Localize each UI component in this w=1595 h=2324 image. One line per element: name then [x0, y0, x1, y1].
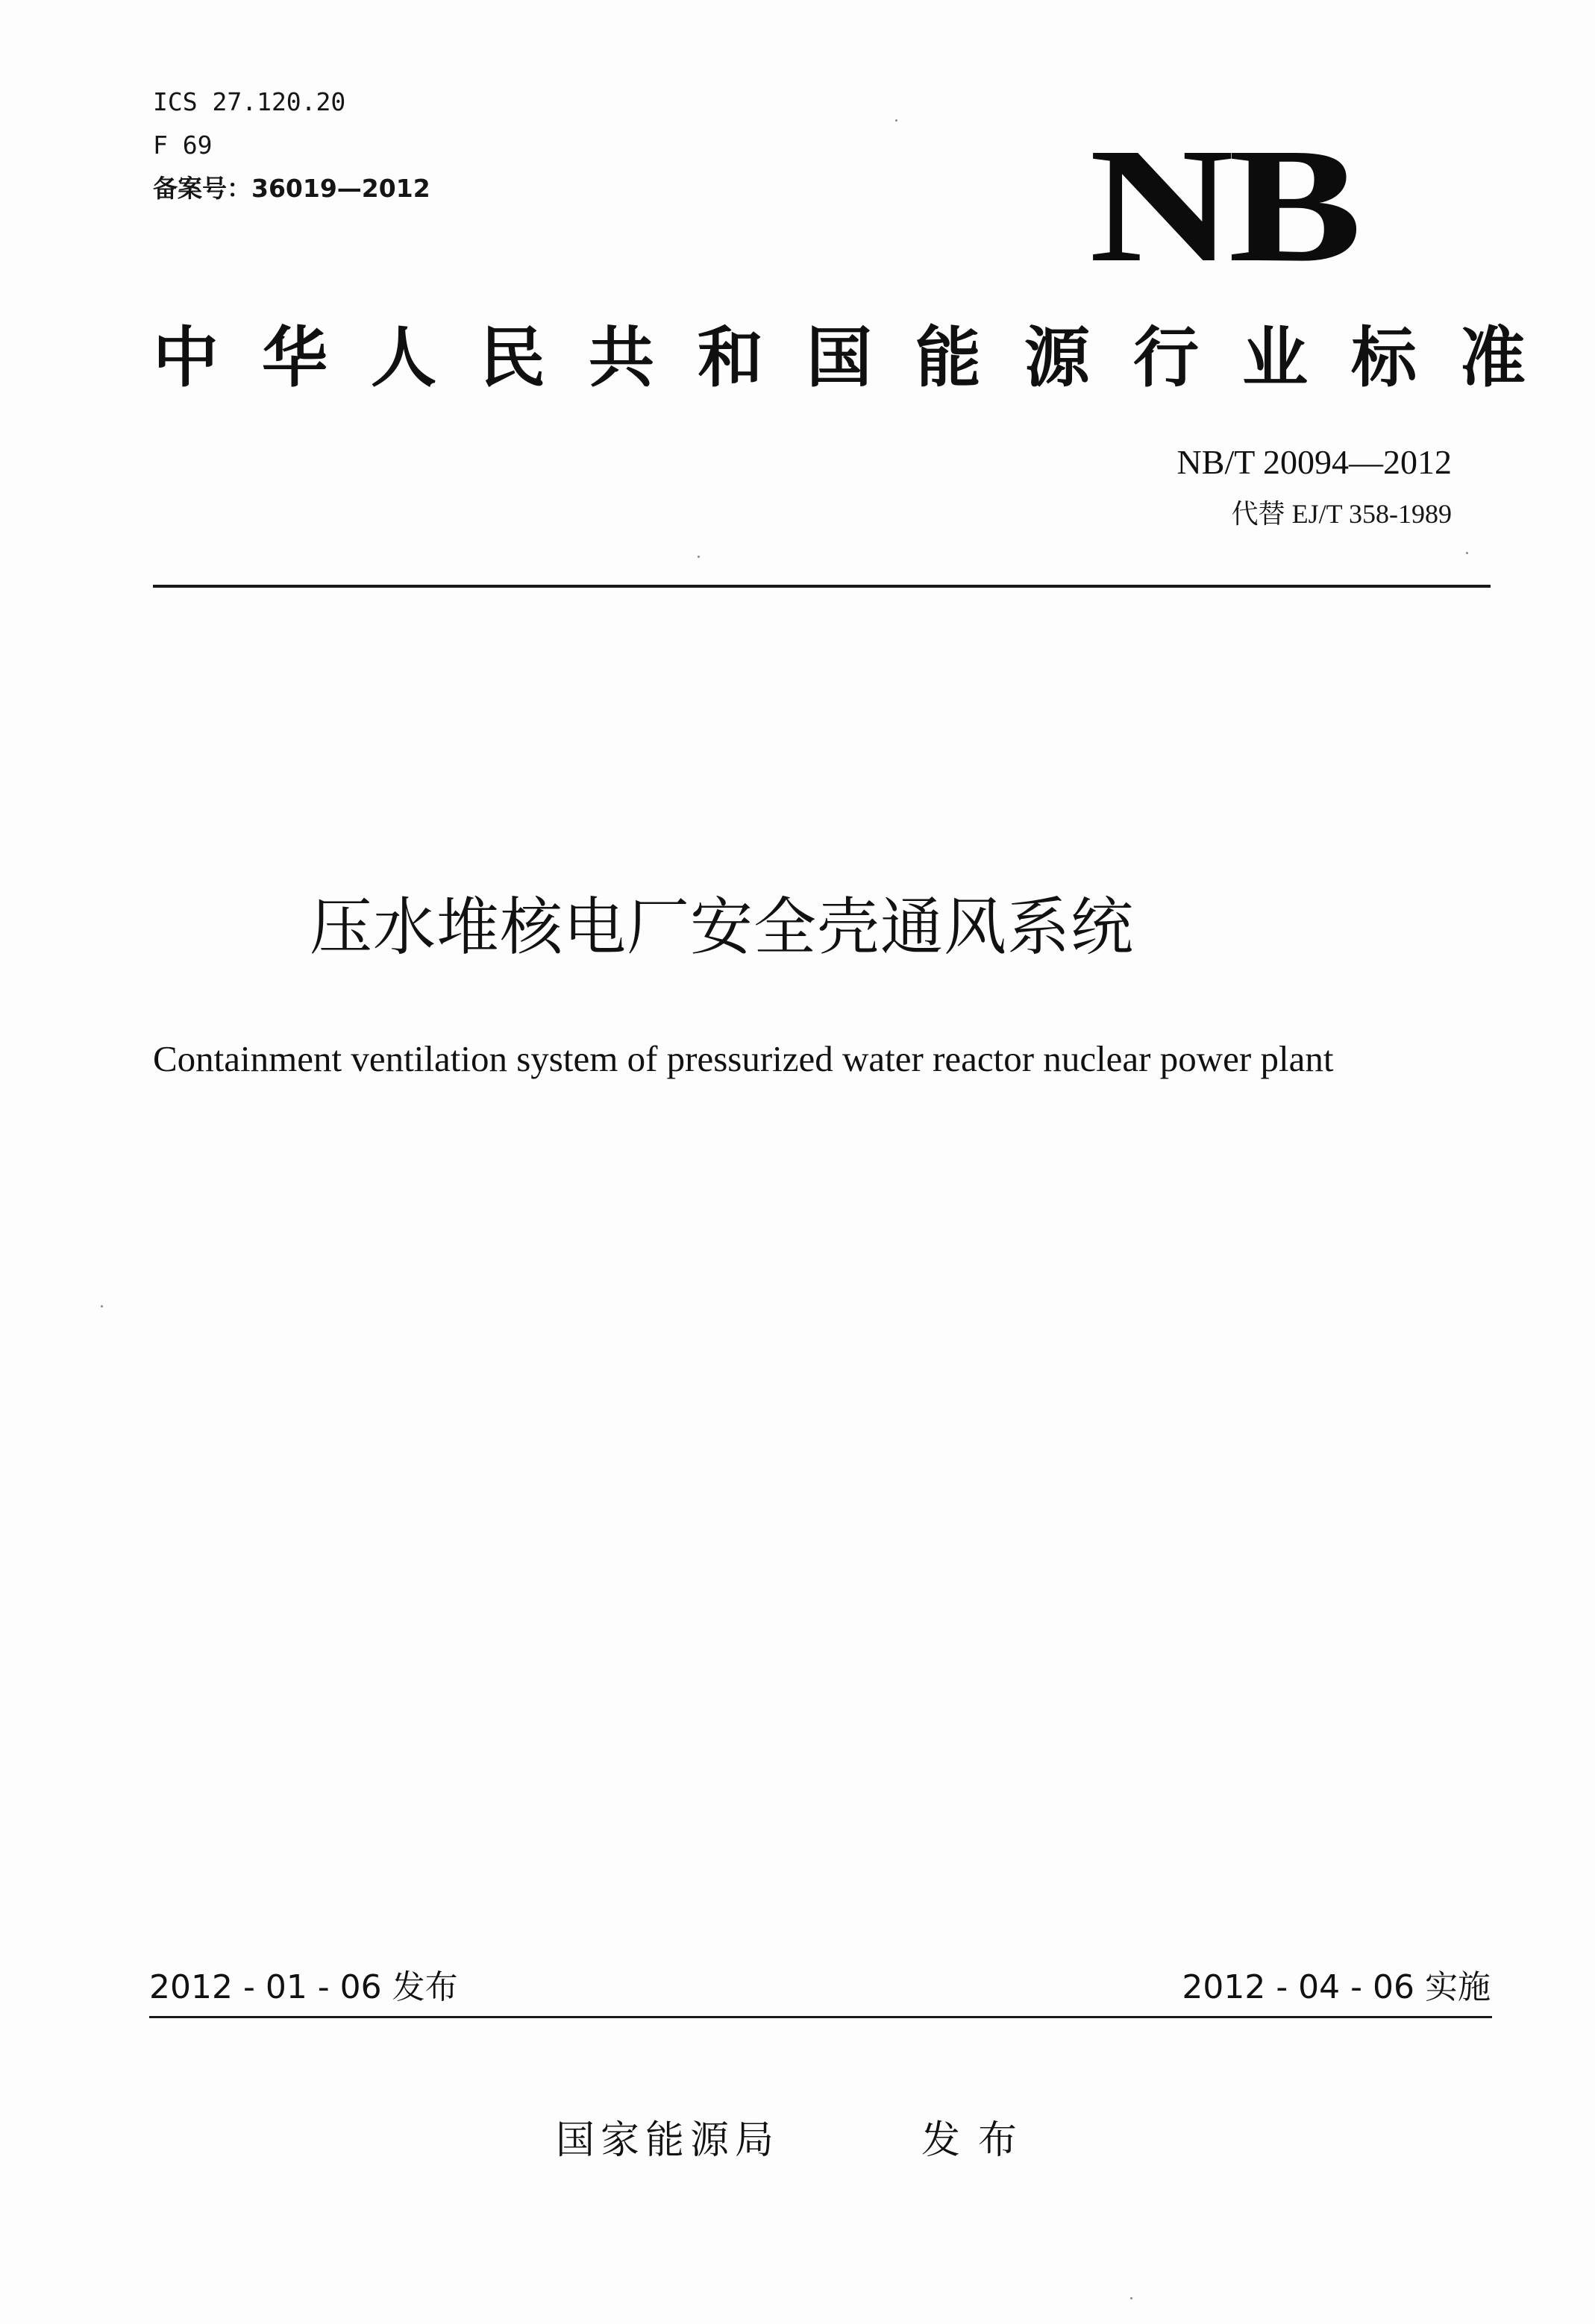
bottom-divider [149, 2016, 1492, 2018]
scan-speck [1466, 552, 1468, 554]
scan-speck [895, 119, 897, 122]
record-number: 备案号：36019—2012 [153, 174, 430, 203]
issue-date: 2012 - 01 - 06 发布 [149, 1968, 458, 2006]
catalog-info [153, 81, 430, 210]
title-chinese: 压水堆核电厂安全壳通风系统 [310, 891, 1135, 964]
title-english: Containment ventilation system of pressurized water reactor nuclear power plant [153, 1038, 1334, 1079]
replaces-standard: 代替 EJ/T 358-1989 [1231, 499, 1452, 529]
top-divider [153, 585, 1491, 588]
publisher-name: 国家能源局 [556, 2118, 780, 2163]
nb-logo: NB [1089, 114, 1357, 296]
standard-number: NB/T 20094—2012 [1176, 443, 1452, 481]
scan-speck [698, 556, 700, 558]
ccs-code: F 69 [153, 131, 213, 160]
effective-date: 2012 - 04 - 06 实施 [1182, 1968, 1491, 2006]
scan-speck [1130, 2297, 1132, 2299]
publish-label: 发布 [921, 2118, 1035, 2163]
standard-classification: 中华人民共和国能源行业标准 [153, 319, 1570, 396]
ics-code: ICS 27.120.20 [153, 87, 346, 116]
scan-speck [101, 1305, 103, 1307]
